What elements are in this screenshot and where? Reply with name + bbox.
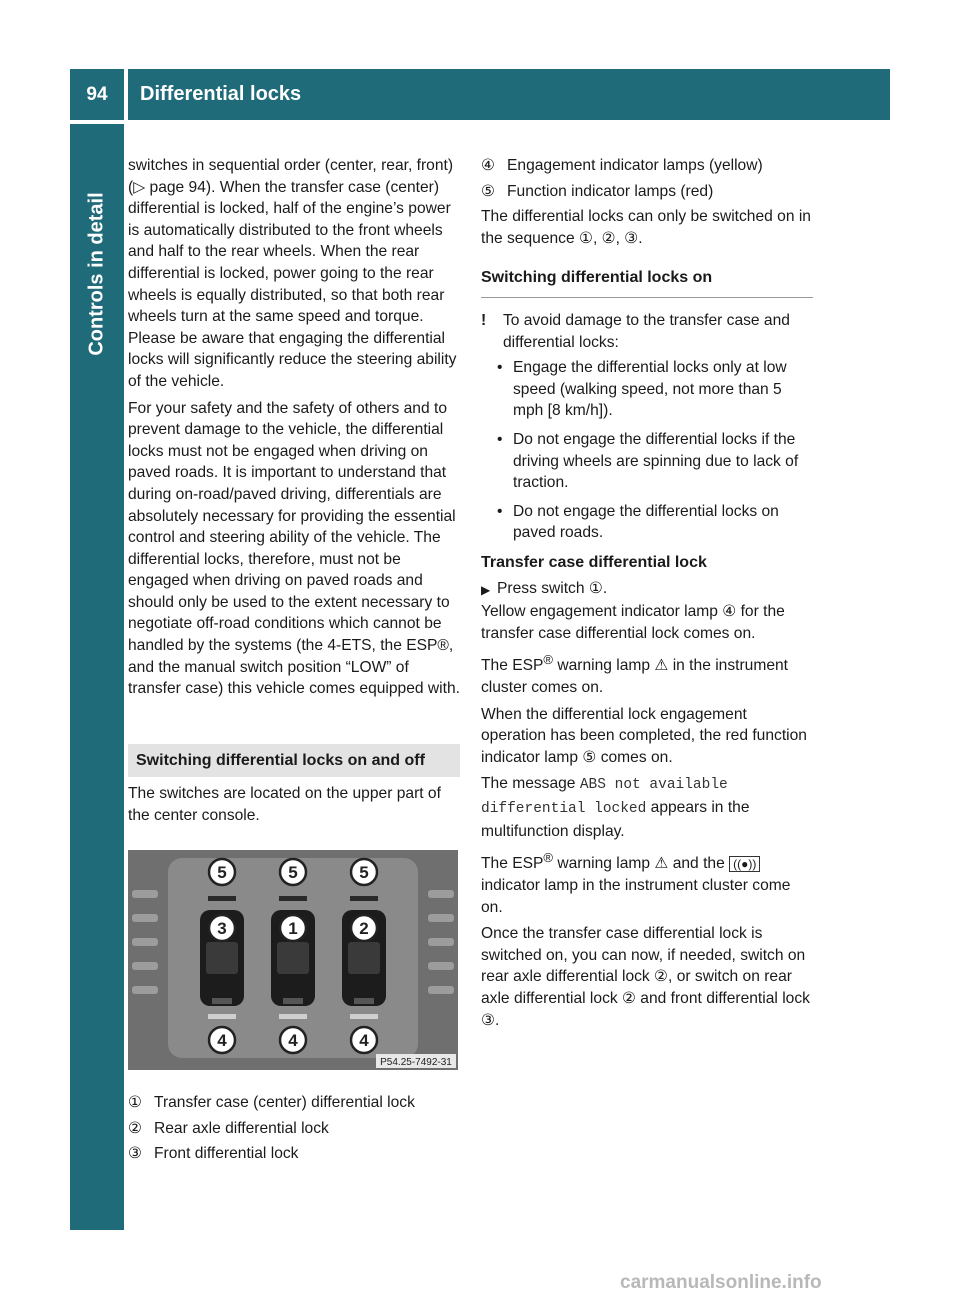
paragraph: For your safety and the safety of others and to prevent damage to the vehicle, the differential locks must not be engaged when driving on paved roads. It is important to understand that during on-road/paved driving, differentials are absolutely necessary for providing the essential control and steering ability of the vehicle. The differential locks, therefore, must not be engaged when driving on paved roads and should only be used to the extent necessary to negotiate off-road conditions which cannot be handled by the systems (the 4-ETS, the ESP®, and the manual switch position “LOW” of transfer case) this vehicle comes equipped with.: [128, 399, 460, 698]
right-column: [481, 155, 813, 1036]
side-tab-label-wrap: [70, 124, 124, 424]
side-tab-label: Controls in detail: [85, 192, 108, 356]
step-detail: Yellow engagement indicator lamp ④ for the transfer case differential lock comes on.: [481, 603, 785, 642]
left-column: [128, 155, 460, 1169]
switch-panel-figure: [128, 850, 458, 1070]
esp-lamp-paragraph: The ESP® warning lamp ⚠ and the ((●)) indicator lamp in the instrument cluster come on.: [481, 850, 791, 916]
caption-item: [481, 155, 813, 177]
lamps-bottom: [208, 1014, 378, 1019]
callout-switch-3: 2: [359, 918, 369, 938]
caption-number: ⑤: [481, 182, 495, 200]
list-item: • Do not engage the differential locks if the driving wheels are spinning due to lack of traction.: [497, 429, 813, 494]
page-number: 94: [70, 69, 124, 120]
paragraph: The differential locks can only be switched on in the sequence ①, ②, ③.: [481, 208, 811, 247]
list-item: • Do not engage the differential locks on paved roads.: [497, 501, 813, 544]
section-heading: Switching differential locks on and off: [128, 744, 460, 778]
callout-top-1: 5: [217, 862, 227, 882]
message-paragraph: The message ABS not available differential locked appears in the multifunction display.: [481, 775, 750, 840]
callout-top-3: 5: [359, 862, 369, 882]
sub-heading: Transfer case differential lock: [481, 553, 707, 571]
warning-icon: !: [481, 311, 487, 329]
page-title: Differential locks: [128, 69, 890, 120]
step-text: Press switch ①.: [497, 579, 608, 597]
caption-item: [481, 181, 813, 203]
warning-intro: To avoid damage to the transfer case and differential locks:: [503, 311, 790, 351]
bullet-icon: •: [497, 430, 503, 448]
paragraph: When the differential lock engagement operation has been completed, the red function indicator lamp ⑤ comes on.: [481, 705, 807, 766]
caption-item: [128, 1092, 460, 1114]
callout-bottom-2: 4: [288, 1030, 298, 1050]
caption-item: [128, 1118, 460, 1140]
caption-number: ②: [128, 1119, 142, 1137]
step-item: [481, 578, 813, 602]
warning-list: [497, 357, 813, 544]
caption-number: ①: [128, 1094, 142, 1112]
bullet-icon: •: [497, 359, 503, 377]
caption-text: Front differential lock: [154, 1145, 299, 1163]
section-heading: Switching differential locks on: [481, 267, 813, 298]
bullet-icon: •: [497, 502, 503, 520]
callout-switch-1: 3: [217, 918, 227, 938]
callout-switch-2: 1: [288, 918, 298, 938]
caption-number: ④: [481, 157, 495, 174]
caption-text: Transfer case (center) differential lock: [154, 1094, 415, 1112]
esp-note: The ESP® warning lamp ⚠ in the instrument cluster comes on.: [481, 652, 788, 697]
lamps-top: [208, 896, 378, 901]
caption-text: Engagement indicator lamps (yellow): [507, 157, 763, 174]
caption-text: Rear axle differential lock: [154, 1119, 329, 1137]
callout-top-2: 5: [288, 862, 298, 882]
watermark: carmanualsonline.info: [620, 1272, 822, 1293]
caption-number: ③: [128, 1145, 142, 1163]
display-message: ABS not available differential locked: [481, 777, 728, 818]
paragraph: Once the transfer case differential lock is switched on, you can now, if needed, switch on rear axle differential lock ②, or switch on rear axle differential lock ② and front differential lock ③.: [481, 925, 810, 1029]
paragraph: switches in sequential order (center, rear, front) (▷ page 94). When the transfer case (center) differential is locked, half of the engine’s power is automatically distributed to the front wheels and half to the rear wheels. When the rear differential is locked, power going to the rear wheels is equally distributed, so that both rear wheels turn at the same speed and torque. Please be aware that engaging the differential locks will significantly reduce the steering ability of the vehicle.: [128, 157, 457, 390]
caption-item: [128, 1143, 460, 1165]
step-arrow-icon: ▶: [481, 582, 491, 597]
callout-bottom-3: 4: [359, 1030, 369, 1050]
figure-code: P54.25-7492-31: [380, 1056, 452, 1068]
paragraph: The switches are located on the upper part of the center console.: [128, 785, 441, 825]
callout-bottom-1: 4: [217, 1030, 227, 1050]
warning-note: [481, 310, 813, 353]
caption-text: Function indicator lamps (red): [507, 182, 714, 200]
indicator-lamp-icon: ((●)): [729, 856, 760, 872]
list-item: • Engage the differential locks only at low speed (walking speed, not more than 5 mph [8 km/h]).: [497, 357, 813, 422]
